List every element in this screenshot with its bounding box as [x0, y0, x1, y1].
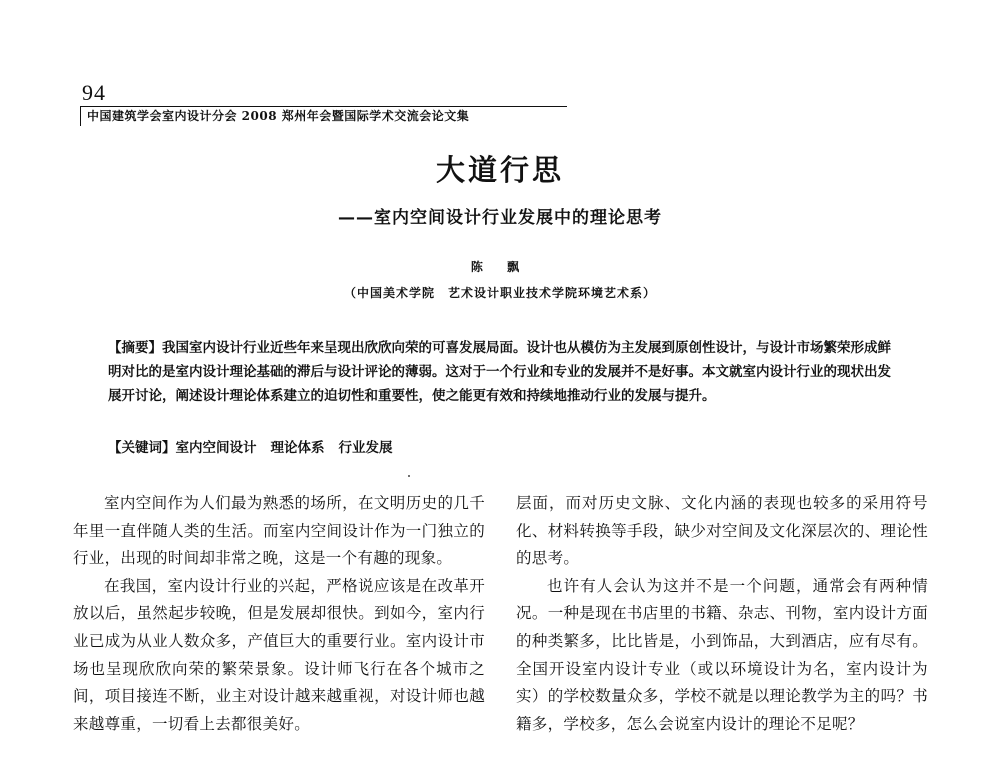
body-column-right — [516, 490, 928, 738]
keywords-label: 【关键词】 — [108, 440, 176, 456]
article-title: 大道行思 — [435, 153, 564, 187]
body-paragraph: 层面，而对历史文脉、文化内涵的表现也较多的采用符号化、材料转换等手段，缺少对空间及文化深层次的、理论性的思考。 — [516, 494, 928, 568]
author-affiliation: （中国美术学院 艺术设计职业技术学院环境艺术系） — [343, 286, 656, 300]
author-name: 陈 飘 — [470, 260, 530, 274]
abstract — [108, 336, 898, 408]
keywords — [108, 436, 898, 460]
body-column-left — [73, 490, 485, 738]
keyword: 行业发展 — [338, 440, 393, 456]
keyword: 理论体系 — [270, 440, 325, 456]
running-head: 中国建筑学会室内设计分会 2008 郑州年会暨国际学术交流会论文集 — [80, 106, 567, 126]
abstract-text: 我国室内设计行业近些年来呈现出欣欣向荣的可喜发展局面。设计也从模仿为主发展到原创性设计，与设计市场繁荣形成鲜明对比的是室内设计理论基础的滞后与设计评论的薄弱。这对于一个行业和专业的发展并不是好事。本文就室内设计行业的现状出发展开讨论，阐述设计理论体系建立的迫切性和重要性，使之能更有效和持续地推动行业的发展与提升。 — [108, 340, 891, 404]
body-paragraph: 也许有人会认为这并不是一个问题，通常会有两种情况。一种是现在书店里的书籍、杂志、刊物，室内设计方面的种类繁多，比比皆是，小到饰品，大到酒店，应有尽有。全国开设室内设计专业（或以环境设计为名，室内设计为实）的学校数量众多，学校不就是以理论教学为主的吗？书籍多，学校多，怎么会说室内设计的理论不足呢？ — [516, 576, 928, 733]
article-subtitle: ——室内空间设计行业发展中的理论思考 — [338, 208, 662, 228]
stray-dot — [408, 475, 410, 477]
abstract-label: 【摘要】 — [108, 340, 162, 356]
keyword: 室内空间设计 — [175, 440, 257, 456]
body-paragraph: 室内空间作为人们最为熟悉的场所，在文明历史的几千年里一直伴随人类的生活。而室内空间设计作为一门独立的行业，出现的时间却非常之晚，这是一个有趣的现象。 — [73, 494, 485, 568]
body-paragraph: 在我国，室内设计行业的兴起，严格说应该是在改革开放以后，虽然起步较晚，但是发展却很快。到如今，室内行业已成为从业人数众多，产值巨大的重要行业。室内设计市场也呈现欣欣向荣的繁荣景象。设计师飞行在各个城市之间，项目接连不断，业主对设计越来越重视，对设计师也越来越尊重，一切看上去都很美好。 — [73, 576, 485, 733]
page-number: 94 — [82, 80, 106, 105]
